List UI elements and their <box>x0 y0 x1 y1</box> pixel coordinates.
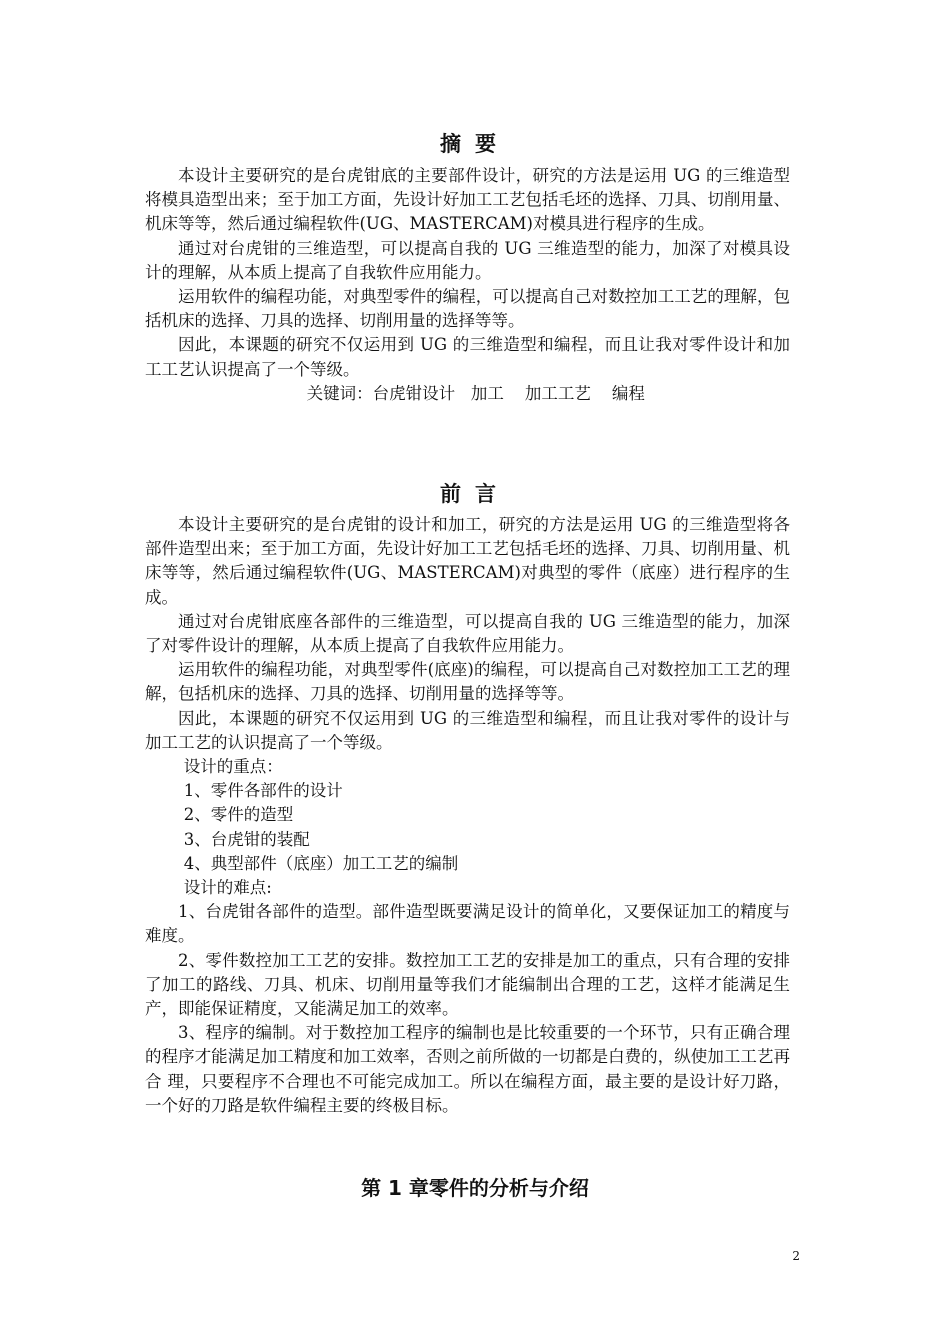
abstract-title: 摘要 <box>440 132 510 156</box>
preface-paragraph: 通过对台虎钳底座各部件的三维造型，可以提高自我的 UG 三维造型的能力，加深了对零件设计的理解，从本质上提高了自我软件应用能力。 <box>145 611 790 656</box>
key-point-item: 3、台虎钳的装配 <box>183 829 310 849</box>
key-point-item: 2、零件的造型 <box>183 805 294 825</box>
chapter-title: 第 1 章零件的分析与介绍 <box>361 1176 589 1200</box>
abstract-body <box>145 164 790 406</box>
preface-title: 前言 <box>440 482 510 506</box>
key-points-label: 设计的重点： <box>183 757 283 777</box>
difficulty-item: 2、零件数控加工工艺的安排。数控加工工艺的安排是加工的重点，只有合理的安排了加工的路线、刀具、机床、切削用量等我们才能编制出合理的工艺，这样才能满足生产，即能保证精度，又能满足加工的效率。 <box>145 950 790 1019</box>
page-number: 2 <box>792 1249 800 1263</box>
abstract-keywords: 关键词：台虎钳设计 加工 加工工艺 编程 <box>306 383 645 403</box>
preface-body <box>145 513 790 1118</box>
preface-paragraph: 本设计主要研究的是台虎钳的设计和加工，研究的方法是运用 UG 的三维造型将各部件造型出来；至于加工方面，先设计好加工工艺包括毛坯的选择、刀具、切削用量、机床等等，然后通过编程软件(UG、MASTERCAM)对典型的零件（底座）进行程序的生成。 <box>145 515 790 607</box>
abstract-paragraph: 运用软件的编程功能，对典型零件的编程，可以提高自己对数控加工工艺的理解，包括机床的选择、刀具的选择、切削用量的选择等等。 <box>145 287 790 331</box>
abstract-paragraph: 通过对台虎钳的三维造型，可以提高自我的 UG 三维造型的能力，加深了对模具设计的理解，从本质上提高了自我软件应用能力。 <box>145 238 790 282</box>
difficulty-item: 3、程序的编制。对于数控加工程序的编制也是比较重要的一个环节，只有正确合理的程序才能满足加工精度和加工效率，否则之前所做的一切都是白费的，纵使加工工艺再合 理，只要程序不合理也不可能完成加工。所以在编程方面，最主要的是设计好刀路，一个好的刀路是软件编程主要的终极目标。 <box>145 1023 790 1115</box>
difficulties-label: 设计的难点: <box>183 878 272 898</box>
abstract-paragraph: 本设计主要研究的是台虎钳底的主要部件设计，研究的方法是运用 UG 的三维造型将模具造型出来；至于加工方面，先设计好加工工艺包括毛坯的选择、刀具、切削用量、机床等等，然后通过编程软件(UG、MASTERCAM)对模具进行程序的生成。 <box>145 166 790 234</box>
preface-paragraph: 运用软件的编程功能，对典型零件(底座)的编程，可以提高自己对数控加工工艺的理解，包括机床的选择、刀具的选择、切削用量的选择等等。 <box>145 660 790 704</box>
abstract-paragraph: 因此，本课题的研究不仅运用到 UG 的三维造型和编程，而且让我对零件设计和加工工艺认识提高了一个等级。 <box>145 335 790 379</box>
key-point-item: 1、零件各部件的设计 <box>183 781 343 801</box>
key-point-item: 4、典型部件（底座）加工工艺的编制 <box>183 853 459 873</box>
preface-paragraph: 因此，本课题的研究不仅运用到 UG 的三维造型和编程，而且让我对零件的设计与加工工艺的认识提高了一个等级。 <box>145 708 790 752</box>
difficulty-item: 1、台虎钳各部件的造型。部件造型既要满足设计的简单化，又要保证加工的精度与难度。 <box>145 902 790 946</box>
